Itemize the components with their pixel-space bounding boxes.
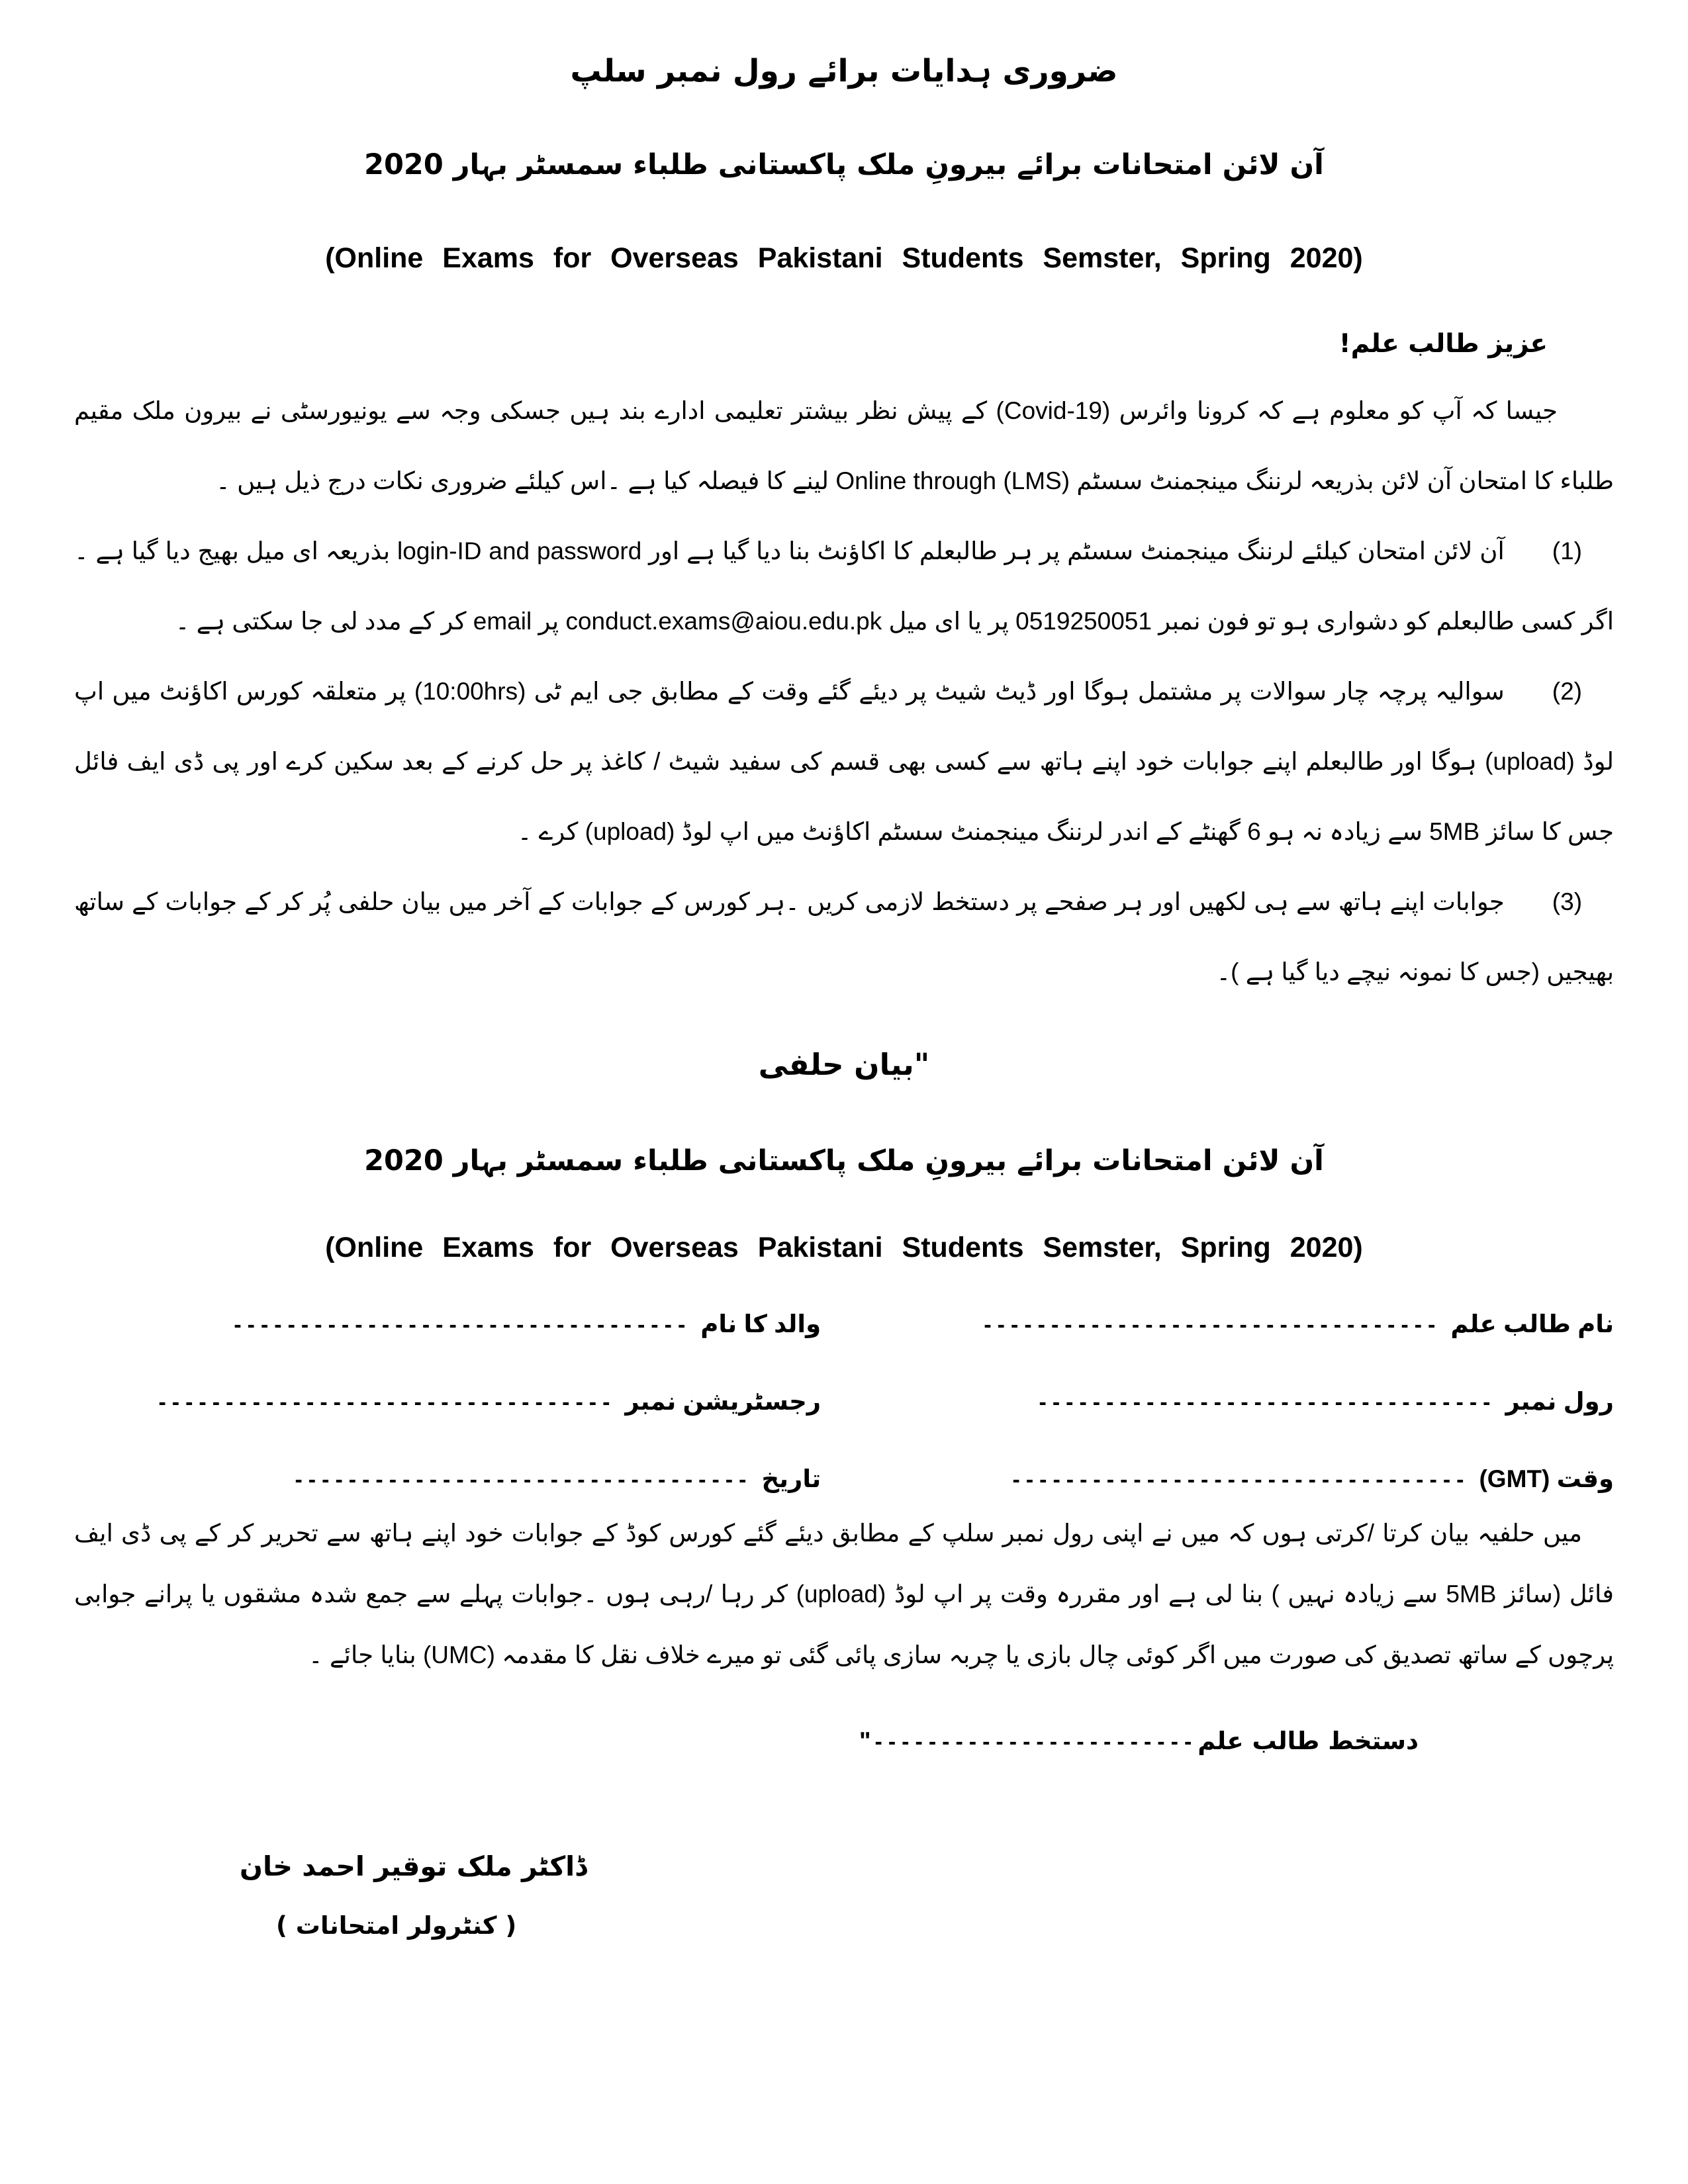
date-label: تاریخ	[761, 1465, 821, 1492]
instruction-number-3: (3)	[1552, 888, 1583, 915]
date-field	[74, 1465, 821, 1493]
instruction-number-1: (1)	[1552, 537, 1582, 565]
registration-number-label: رجسٹریشن نمبر	[625, 1388, 821, 1415]
student-signature-fill-line: ------------------------	[874, 1729, 1198, 1754]
time-gmt-field	[867, 1465, 1614, 1493]
signatory-block	[240, 1846, 1614, 1944]
instruction-item-1	[74, 516, 1614, 657]
instruction-item-2	[74, 657, 1614, 867]
student-name-label: نام طالب علم	[1450, 1310, 1614, 1338]
main-title-urdu: ضروری ہدایات برائے رول نمبر سلپ	[570, 53, 1118, 89]
signatory-name: ڈاکٹر ملک توقیر احمد خان	[240, 1850, 587, 1882]
father-name-field	[74, 1310, 821, 1338]
student-signature-line	[74, 1727, 1419, 1755]
instruction-text-1: آن لائن امتحان کیلئے لرننگ مینجمنٹ سسٹم پر ہر طالبعلم کا اکاؤنٹ بنا دیا گیا ہے اور login-ID and password بذریعہ ای میل بھیج دیا گیا ہے ۔اگر کسی طالبعلم کو دشواری ہو تو فون نمبر 0519250051 پر یا ای میل conduct.exams@aiou.edu.pk پر email کر کے مدد لی جا سکتی ہے ۔	[74, 537, 1614, 635]
father-name-label: والد کا نام	[700, 1310, 821, 1338]
father-name-fill-line: ----------------------------------	[234, 1312, 692, 1338]
instruction-text-3: جوابات اپنے ہاتھ سے ہی لکھیں اور ہر صفحے پر دستخط لازمی کریں ۔ہر کورس کے جوابات کے آخر میں بیان حلفی پُر کر کے جوابات کے ساتھ بھیجیں (جس کا نمونہ نیچے دیا گیا ہے )۔	[74, 888, 1614, 985]
instruction-item-3	[74, 867, 1614, 1007]
roll-number-label: رول نمبر	[1505, 1388, 1614, 1415]
registration-number-fill-line: ----------------------------------	[158, 1390, 616, 1415]
form-row-name	[74, 1310, 1614, 1338]
roll-number-fill-line: ----------------------------------	[1039, 1390, 1497, 1415]
date-fill-line: ----------------------------------	[295, 1467, 753, 1492]
instruction-text-2: سوالیہ پرچہ چار سوالات پر مشتمل ہوگا اور ڈیٹ شیٹ پر دیئے گئے وقت کے مطابق جی ایم ٹی (10:00hrs) پر متعلقہ کورس اکاؤنٹ میں اپ لوڈ (upload) ہوگا اور طالبعلم اپنے جوابات خود اپنے ہاتھ سے کسی بھی قسم کی سفید شیٹ / کاغذ پر حل کرنے کے بعد سکین کرے اور پی ڈی ایف فائل جس کا سائز 5MB سے زیادہ نہ ہو 6 گھنٹے کے اندر لرننگ مینجمنٹ سسٹم اکاؤنٹ میں اپ لوڈ (upload) کرے ۔	[74, 678, 1615, 845]
roll-number-field	[867, 1387, 1614, 1416]
affidavit-subtitle-urdu: آن لائن امتحانات برائے بیرونِ ملک پاکستانی طلباء سمسٹر بہار 2020	[364, 1144, 1324, 1177]
form-row-numbers	[74, 1387, 1614, 1416]
closing-quote-mark: "	[859, 1727, 871, 1754]
form-row-time-date	[74, 1465, 1614, 1493]
intro-paragraph: جیسا کہ آپ کو معلوم ہے کہ کرونا وائرس (Covid-19) کے پیش نظر بیشتر تعلیمی ادارے بند ہیں جسکی وجہ سے یونیورسٹی نے بیرون ملک مقیم طلباء کا امتحان آن لائن بذریعہ لرننگ مینجمنٹ سسٹم Online through (LMS) لینے کا فیصلہ کیا ہے ۔اس کیلئے ضروری نکات درج ذیل ہیں ۔	[74, 397, 1614, 494]
student-name-fill-line: ----------------------------------	[984, 1312, 1442, 1338]
time-gmt-fill-line: ----------------------------------	[1012, 1467, 1470, 1492]
registration-number-field	[74, 1387, 821, 1416]
subtitle-english: (Online Exams for Overseas Pakistani Students Semster, Spring 2020)	[325, 242, 1363, 274]
instruction-number-2: (2)	[1552, 678, 1582, 705]
time-gmt-label: وقت (GMT)	[1479, 1465, 1614, 1492]
affidavit-heading: "بیان حلفی	[758, 1047, 930, 1082]
student-name-field	[867, 1310, 1614, 1338]
salutation-line: عزیز طالب علم!	[1338, 329, 1548, 359]
affidavit-subtitle-english: (Online Exams for Overseas Pakistani Students Semster, Spring 2020)	[325, 1232, 1363, 1263]
affidavit-statement: میں حلفیہ بیان کرتا /کرتی ہوں کہ میں نے اپنی رول نمبر سلپ کے مطابق دیئے گئے کورس کوڈ کے جوابات خود اپنے ہاتھ سے تحریر کر کے پی ڈی ایف فائل (سائز 5MB سے زیادہ نہیں ) بنا لی ہے اور مقررہ وقت پر اپ لوڈ (upload) کر رہا /رہی ہوں ۔جوابات پہلے سے جمع شدہ مشقوں یا پرانے جوابی پرچوں کے ساتھ تصدیق کی صورت میں اگر کوئی چال بازی یا چربہ سازی پائی گئی تو میرے خلاف نقل کا مقدمہ (UMC) بنایا جائے ۔	[74, 1520, 1614, 1668]
subtitle-urdu: آن لائن امتحانات برائے بیرونِ ملک پاکستانی طلباء سمسٹر بہار 2020	[364, 148, 1324, 181]
signatory-title: ( کنٹرولر امتحانات )	[276, 1911, 517, 1940]
student-signature-label: دستخط طالب علم	[1197, 1727, 1419, 1755]
